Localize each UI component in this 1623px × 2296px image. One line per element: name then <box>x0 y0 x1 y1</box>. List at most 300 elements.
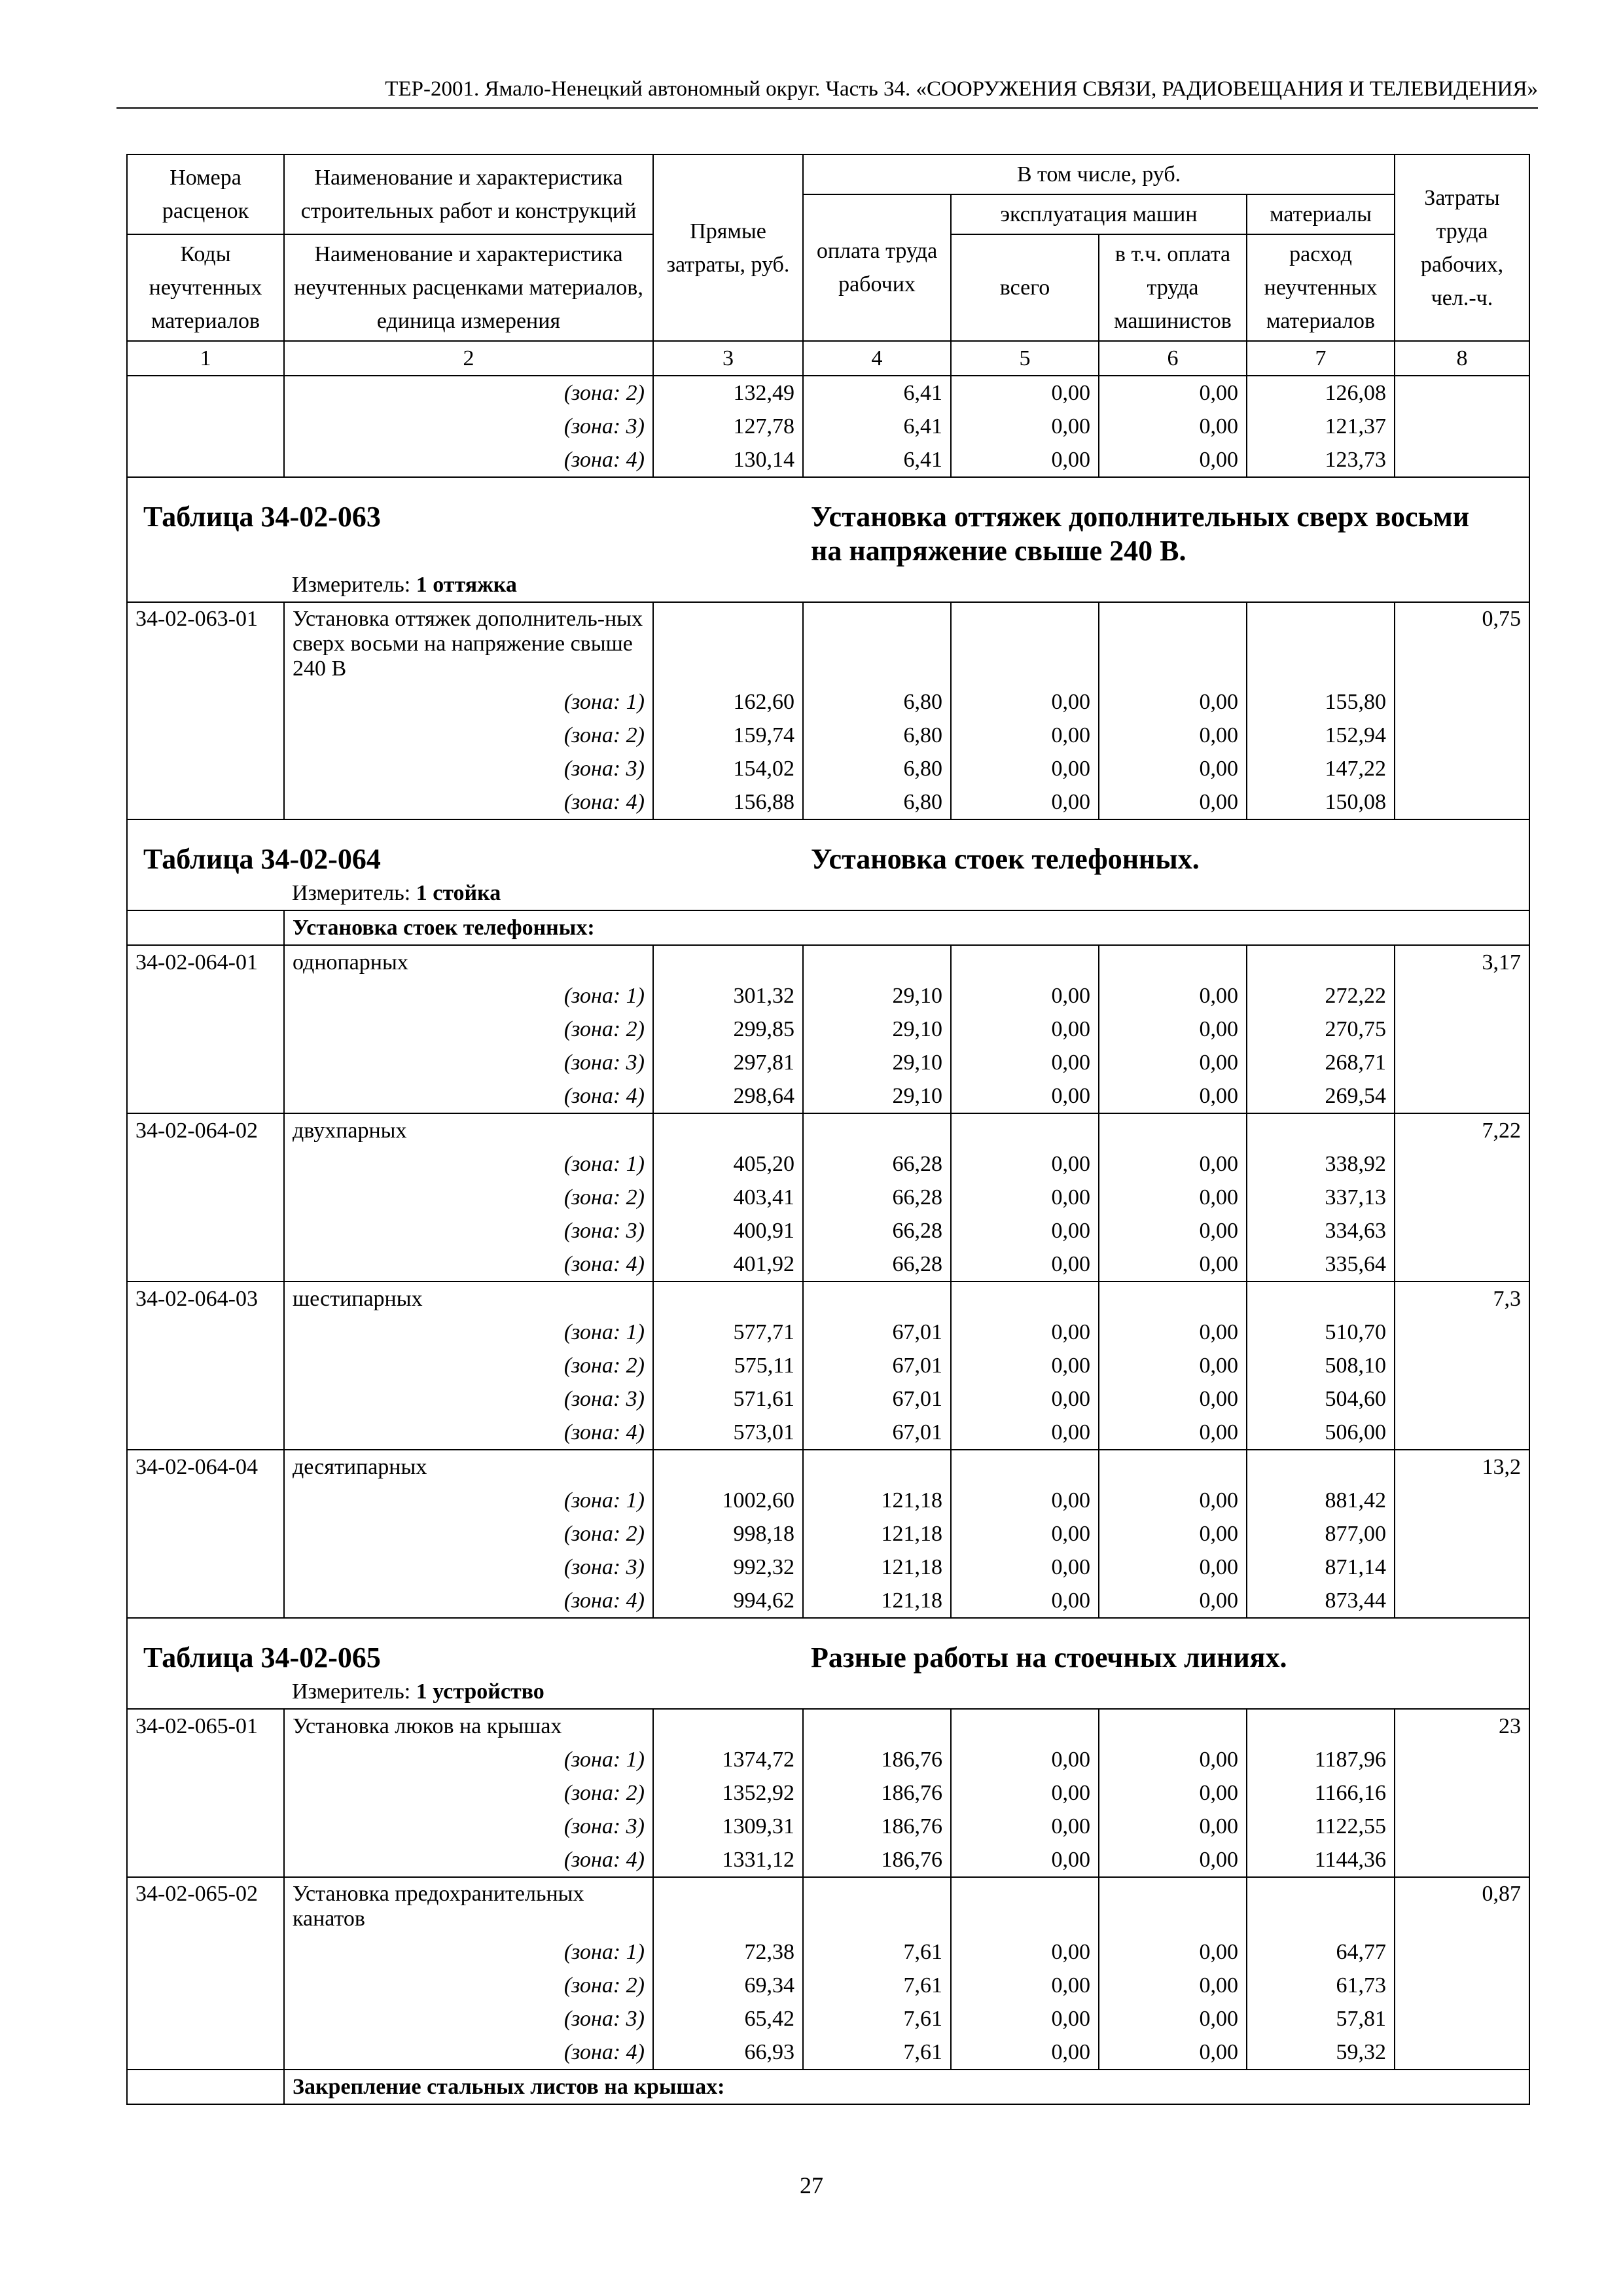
zone-label: (зона: 3) <box>284 1382 653 1416</box>
code-cell <box>127 1316 284 1349</box>
col-header-wages: оплата труда рабочих <box>803 194 951 341</box>
value-cell: 0,00 <box>1099 1517 1247 1551</box>
code-cell <box>127 410 284 443</box>
rate-item-row <box>127 1282 1529 1316</box>
value-cell: 877,00 <box>1247 1517 1395 1551</box>
zone-label: (зона: 1) <box>284 1935 653 1969</box>
labor-cell <box>1395 1743 1529 1776</box>
zone-row <box>127 1214 1529 1247</box>
value-cell: 881,42 <box>1247 1484 1395 1517</box>
value-cell: 121,37 <box>1247 410 1395 443</box>
value-cell <box>653 1113 803 1147</box>
code-cell <box>127 376 284 410</box>
value-cell: 29,10 <box>803 1013 951 1046</box>
value-cell: 6,41 <box>803 376 951 410</box>
value-cell: 1002,60 <box>653 1484 803 1517</box>
value-cell: 0,00 <box>951 1843 1099 1877</box>
zone-label: (зона: 1) <box>284 1316 653 1349</box>
value-cell: 159,74 <box>653 719 803 752</box>
value-cell <box>653 1877 803 1935</box>
zone-label: (зона: 4) <box>284 1079 653 1113</box>
value-cell: 0,00 <box>951 1316 1099 1349</box>
code-cell <box>127 1046 284 1079</box>
col-header-materials: материалы <box>1247 194 1395 234</box>
value-cell <box>1247 945 1395 979</box>
zone-label: (зона: 4) <box>284 1247 653 1282</box>
code-cell <box>127 719 284 752</box>
zone-label: (зона: 2) <box>284 1969 653 2002</box>
rate-item-row <box>127 602 1529 685</box>
code-cell <box>127 1935 284 1969</box>
value-cell <box>1099 1113 1247 1147</box>
labor-cell <box>1395 1416 1529 1450</box>
value-cell: 29,10 <box>803 979 951 1013</box>
zone-row <box>127 1810 1529 1843</box>
subheader-spacer <box>127 2070 284 2104</box>
value-cell: 297,81 <box>653 1046 803 1079</box>
value-cell <box>803 1877 951 1935</box>
zone-label: (зона: 2) <box>284 1349 653 1382</box>
value-cell: 0,00 <box>951 1969 1099 2002</box>
zone-row <box>127 1247 1529 1282</box>
value-cell <box>1247 602 1395 685</box>
value-cell: 156,88 <box>653 785 803 819</box>
measure-row <box>127 568 1529 602</box>
value-cell: 0,00 <box>951 752 1099 785</box>
value-cell: 121,18 <box>803 1551 951 1584</box>
col-number: 6 <box>1099 341 1247 376</box>
value-cell: 162,60 <box>653 685 803 719</box>
code-cell <box>127 1517 284 1551</box>
code-cell <box>127 1349 284 1382</box>
value-cell: 0,00 <box>1099 1935 1247 1969</box>
code-cell <box>127 1584 284 1618</box>
measure-row <box>127 876 1529 910</box>
zone-label: (зона: 4) <box>284 2036 653 2070</box>
value-cell: 0,00 <box>1099 1484 1247 1517</box>
rate-code: 34-02-064-02 <box>127 1113 284 1147</box>
labor-cell <box>1395 1079 1529 1113</box>
code-cell <box>127 1247 284 1282</box>
code-cell <box>127 1416 284 1450</box>
zone-label: (зона: 2) <box>284 1517 653 1551</box>
table-title: Установка стоек телефонных. <box>803 819 1529 876</box>
zone-row <box>127 2002 1529 2036</box>
value-cell: 0,00 <box>1099 1013 1247 1046</box>
zone-row <box>127 1316 1529 1349</box>
value-cell: 0,00 <box>951 1382 1099 1416</box>
col-header-work-name: Наименование и характеристика строительных работ и конструкций <box>284 154 653 234</box>
value-cell <box>951 1113 1099 1147</box>
measure-spacer <box>127 568 284 602</box>
code-cell <box>127 1147 284 1181</box>
rate-code: 34-02-065-02 <box>127 1877 284 1935</box>
zone-row <box>127 443 1529 477</box>
value-cell: 510,70 <box>1247 1316 1395 1349</box>
zone-label: (зона: 2) <box>284 1013 653 1046</box>
rate-code: 34-02-064-01 <box>127 945 284 979</box>
labor-value: 3,17 <box>1395 945 1529 979</box>
value-cell: 337,13 <box>1247 1181 1395 1214</box>
zone-label: (зона: 3) <box>284 1214 653 1247</box>
labor-cell <box>1395 1843 1529 1877</box>
labor-cell <box>1395 752 1529 785</box>
labor-cell <box>1395 1181 1529 1214</box>
subheader-row <box>127 910 1529 945</box>
value-cell: 0,00 <box>951 1551 1099 1584</box>
value-cell <box>653 1282 803 1316</box>
value-cell: 994,62 <box>653 1584 803 1618</box>
value-cell: 571,61 <box>653 1382 803 1416</box>
value-cell <box>1099 602 1247 685</box>
zone-label: (зона: 1) <box>284 1484 653 1517</box>
value-cell: 66,28 <box>803 1214 951 1247</box>
col-header-material-names: Наименование и характеристика неучтенных расценками материалов, единица измерения <box>284 234 653 341</box>
value-cell <box>1099 1282 1247 1316</box>
value-cell: 121,18 <box>803 1584 951 1618</box>
value-cell: 57,81 <box>1247 2002 1395 2036</box>
value-cell: 338,92 <box>1247 1147 1395 1181</box>
labor-value: 7,22 <box>1395 1113 1529 1147</box>
value-cell: 0,00 <box>1099 785 1247 819</box>
zone-label: (зона: 2) <box>284 376 653 410</box>
value-cell: 403,41 <box>653 1181 803 1214</box>
table-title: Установка оттяжек дополнительных сверх восьми на напряжение свыше 240 В. <box>803 477 1529 568</box>
value-cell: 147,22 <box>1247 752 1395 785</box>
value-cell: 504,60 <box>1247 1382 1395 1416</box>
zone-row <box>127 1935 1529 1969</box>
col-number: 2 <box>284 341 653 376</box>
value-cell: 405,20 <box>653 1147 803 1181</box>
labor-cell <box>1395 1551 1529 1584</box>
zone-row <box>127 752 1529 785</box>
labor-value: 0,75 <box>1395 602 1529 685</box>
value-cell: 0,00 <box>1099 410 1247 443</box>
running-header: ТЕР-2001. Ямало-Ненецкий автономный округ. Часть 34. «СООРУЖЕНИЯ СВЯЗИ, РАДИОВЕЩАНИЯ И ТЕЛЕВИДЕНИЯ» <box>116 71 1538 109</box>
labor-cell <box>1395 1349 1529 1382</box>
code-cell <box>127 685 284 719</box>
value-cell: 6,80 <box>803 719 951 752</box>
value-cell: 186,76 <box>803 1776 951 1810</box>
zone-row <box>127 1969 1529 2002</box>
code-cell <box>127 1079 284 1113</box>
value-cell <box>951 1709 1099 1743</box>
zone-label: (зона: 3) <box>284 410 653 443</box>
value-cell: 506,00 <box>1247 1416 1395 1450</box>
zone-row <box>127 410 1529 443</box>
col-number: 4 <box>803 341 951 376</box>
labor-cell <box>1395 1046 1529 1079</box>
code-cell <box>127 2036 284 2070</box>
value-cell <box>1099 1877 1247 1935</box>
col-number: 1 <box>127 341 284 376</box>
measure-label: Измеритель: <box>292 881 411 905</box>
value-cell: 0,00 <box>1099 1214 1247 1247</box>
zone-row <box>127 1079 1529 1113</box>
value-cell: 992,32 <box>653 1551 803 1584</box>
value-cell: 59,32 <box>1247 2036 1395 2070</box>
value-cell <box>1099 1709 1247 1743</box>
subheader: Закрепление стальных листов на крышах: <box>284 2070 1529 2104</box>
labor-value: 0,87 <box>1395 1877 1529 1935</box>
value-cell: 0,00 <box>1099 443 1247 477</box>
value-cell: 0,00 <box>1099 1382 1247 1416</box>
table-label: Таблица 34-02-063 <box>127 477 803 568</box>
col-number: 3 <box>653 341 803 376</box>
rate-name: Установка оттяжек дополнитель-ных сверх восьми на напряжение свыше 240 В <box>284 602 653 685</box>
value-cell: 127,78 <box>653 410 803 443</box>
zone-label: (зона: 4) <box>284 785 653 819</box>
value-cell: 1187,96 <box>1247 1743 1395 1776</box>
value-cell: 0,00 <box>1099 1551 1247 1584</box>
value-cell <box>1247 1450 1395 1484</box>
value-cell: 0,00 <box>1099 1969 1247 2002</box>
labor-cell <box>1395 2036 1529 2070</box>
subheader-spacer <box>127 910 284 945</box>
rate-code: 34-02-064-04 <box>127 1450 284 1484</box>
value-cell: 573,01 <box>653 1416 803 1450</box>
table-title-row <box>127 477 1529 568</box>
page-number: 27 <box>800 2172 823 2198</box>
code-cell <box>127 1013 284 1046</box>
value-cell: 0,00 <box>951 1349 1099 1382</box>
zone-row <box>127 1349 1529 1382</box>
value-cell: 334,63 <box>1247 1214 1395 1247</box>
labor-cell <box>1395 1517 1529 1551</box>
zone-row <box>127 1843 1529 1877</box>
labor-cell <box>1395 1214 1529 1247</box>
value-cell: 0,00 <box>951 1046 1099 1079</box>
value-cell: 0,00 <box>951 1416 1099 1450</box>
value-cell: 1374,72 <box>653 1743 803 1776</box>
zone-row <box>127 785 1529 819</box>
measure-value: 1 устройство <box>416 1679 544 1704</box>
col-header-labor-costs: Затраты труда рабочих, чел.-ч. <box>1395 154 1529 341</box>
value-cell: 1352,92 <box>653 1776 803 1810</box>
labor-cell <box>1395 1810 1529 1843</box>
zone-label: (зона: 3) <box>284 1551 653 1584</box>
col-number: 5 <box>951 341 1099 376</box>
labor-cell <box>1395 1584 1529 1618</box>
value-cell: 121,18 <box>803 1484 951 1517</box>
value-cell: 401,92 <box>653 1247 803 1282</box>
value-cell: 132,49 <box>653 376 803 410</box>
value-cell: 0,00 <box>1099 2036 1247 2070</box>
value-cell <box>803 602 951 685</box>
value-cell: 69,34 <box>653 1969 803 2002</box>
value-cell: 0,00 <box>1099 1843 1247 1877</box>
value-cell: 0,00 <box>1099 376 1247 410</box>
col-header-including: В том числе, руб. <box>803 154 1395 194</box>
rate-code: 34-02-063-01 <box>127 602 284 685</box>
zone-label: (зона: 1) <box>284 979 653 1013</box>
value-cell: 0,00 <box>951 443 1099 477</box>
col-number: 8 <box>1395 341 1529 376</box>
value-cell: 0,00 <box>951 785 1099 819</box>
value-cell <box>951 1282 1099 1316</box>
table-title-row <box>127 819 1529 876</box>
value-cell: 7,61 <box>803 1969 951 2002</box>
value-cell: 0,00 <box>951 1517 1099 1551</box>
labor-value: 23 <box>1395 1709 1529 1743</box>
value-cell: 7,61 <box>803 1935 951 1969</box>
measure-spacer <box>127 1675 284 1709</box>
code-cell <box>127 1843 284 1877</box>
subheader-row <box>127 2070 1529 2104</box>
rate-item-row <box>127 1113 1529 1147</box>
code-cell <box>127 1181 284 1214</box>
code-cell <box>127 785 284 819</box>
value-cell <box>1099 945 1247 979</box>
value-cell: 0,00 <box>951 719 1099 752</box>
value-cell: 126,08 <box>1247 376 1395 410</box>
value-cell: 0,00 <box>1099 979 1247 1013</box>
value-cell: 152,94 <box>1247 719 1395 752</box>
measure-label: Измеритель: <box>292 573 411 597</box>
value-cell <box>653 1709 803 1743</box>
value-cell: 0,00 <box>951 1776 1099 1810</box>
zone-row <box>127 1584 1529 1618</box>
value-cell: 400,91 <box>653 1214 803 1247</box>
labor-cell <box>1395 2002 1529 2036</box>
zone-row <box>127 1517 1529 1551</box>
value-cell <box>1247 1877 1395 1935</box>
col-header-direct-costs: Прямые затраты, руб. <box>653 154 803 341</box>
code-cell <box>127 979 284 1013</box>
value-cell: 66,28 <box>803 1181 951 1214</box>
value-cell: 7,61 <box>803 2036 951 2070</box>
code-cell <box>127 752 284 785</box>
rate-name: двухпарных <box>284 1113 653 1147</box>
value-cell: 186,76 <box>803 1843 951 1877</box>
rate-code: 34-02-064-03 <box>127 1282 284 1316</box>
value-cell: 299,85 <box>653 1013 803 1046</box>
value-cell: 6,41 <box>803 410 951 443</box>
code-cell <box>127 1551 284 1584</box>
value-cell: 1166,16 <box>1247 1776 1395 1810</box>
price-table <box>126 154 1530 2105</box>
value-cell: 508,10 <box>1247 1349 1395 1382</box>
code-cell <box>127 1969 284 2002</box>
value-cell: 335,64 <box>1247 1247 1395 1282</box>
zone-label: (зона: 4) <box>284 1416 653 1450</box>
value-cell <box>951 1877 1099 1935</box>
zone-label: (зона: 3) <box>284 1810 653 1843</box>
value-cell: 871,14 <box>1247 1551 1395 1584</box>
code-cell <box>127 1743 284 1776</box>
value-cell: 0,00 <box>951 1743 1099 1776</box>
value-cell: 0,00 <box>951 1810 1099 1843</box>
value-cell <box>1247 1709 1395 1743</box>
zone-row <box>127 1382 1529 1416</box>
labor-cell <box>1395 1935 1529 1969</box>
value-cell: 0,00 <box>1099 1810 1247 1843</box>
col-header-material-codes: Коды неучтенных материалов <box>127 234 284 341</box>
table-title: Разные работы на стоечных линиях. <box>803 1618 1529 1675</box>
zone-label: (зона: 3) <box>284 2002 653 2036</box>
zone-row <box>127 979 1529 1013</box>
code-cell <box>127 443 284 477</box>
value-cell: 6,41 <box>803 443 951 477</box>
labor-cell <box>1395 719 1529 752</box>
value-cell: 29,10 <box>803 1046 951 1079</box>
value-cell <box>803 1450 951 1484</box>
rate-item-row <box>127 945 1529 979</box>
value-cell <box>951 602 1099 685</box>
value-cell: 0,00 <box>1099 1046 1247 1079</box>
value-cell: 0,00 <box>951 1079 1099 1113</box>
value-cell: 0,00 <box>1099 752 1247 785</box>
value-cell: 1331,12 <box>653 1843 803 1877</box>
value-cell: 155,80 <box>1247 685 1395 719</box>
labor-cell <box>1395 1013 1529 1046</box>
value-cell: 0,00 <box>951 1147 1099 1181</box>
value-cell <box>653 945 803 979</box>
value-cell: 67,01 <box>803 1349 951 1382</box>
value-cell: 6,80 <box>803 685 951 719</box>
value-cell: 0,00 <box>951 410 1099 443</box>
value-cell <box>803 1113 951 1147</box>
measure-value: 1 стойка <box>416 881 501 905</box>
rate-code: 34-02-065-01 <box>127 1709 284 1743</box>
measure-unit <box>284 568 1529 602</box>
code-cell <box>127 1382 284 1416</box>
rate-name: однопарных <box>284 945 653 979</box>
measure-label: Измеритель: <box>292 1679 411 1704</box>
value-cell: 67,01 <box>803 1316 951 1349</box>
measure-unit <box>284 876 1529 910</box>
value-cell: 0,00 <box>951 979 1099 1013</box>
zone-row <box>127 1147 1529 1181</box>
zone-row <box>127 2036 1529 2070</box>
zone-row <box>127 1776 1529 1810</box>
zone-label: (зона: 4) <box>284 1584 653 1618</box>
labor-cell <box>1395 1382 1529 1416</box>
value-cell: 0,00 <box>951 2036 1099 2070</box>
measure-spacer <box>127 876 284 910</box>
value-cell: 121,18 <box>803 1517 951 1551</box>
value-cell: 873,44 <box>1247 1584 1395 1618</box>
value-cell <box>951 945 1099 979</box>
labor-cell <box>1395 410 1529 443</box>
measure-unit <box>284 1675 1529 1709</box>
value-cell: 65,42 <box>653 2002 803 2036</box>
measure-row <box>127 1675 1529 1709</box>
value-cell: 0,00 <box>1099 685 1247 719</box>
value-cell <box>653 602 803 685</box>
col-header-rate-numbers: Номера расценок <box>127 154 284 234</box>
value-cell: 575,11 <box>653 1349 803 1382</box>
zone-row <box>127 685 1529 719</box>
value-cell <box>1247 1282 1395 1316</box>
labor-value: 13,2 <box>1395 1450 1529 1484</box>
zone-row <box>127 1551 1529 1584</box>
value-cell: 0,00 <box>1099 1147 1247 1181</box>
zone-label: (зона: 3) <box>284 1046 653 1079</box>
value-cell: 1144,36 <box>1247 1843 1395 1877</box>
code-cell <box>127 1484 284 1517</box>
zone-row <box>127 376 1529 410</box>
value-cell: 154,02 <box>653 752 803 785</box>
rate-name: Установка люков на крышах <box>284 1709 653 1743</box>
value-cell: 0,00 <box>1099 1416 1247 1450</box>
value-cell: 0,00 <box>951 2002 1099 2036</box>
labor-cell <box>1395 1776 1529 1810</box>
labor-cell <box>1395 1316 1529 1349</box>
value-cell <box>653 1450 803 1484</box>
zone-row <box>127 1181 1529 1214</box>
value-cell: 29,10 <box>803 1079 951 1113</box>
